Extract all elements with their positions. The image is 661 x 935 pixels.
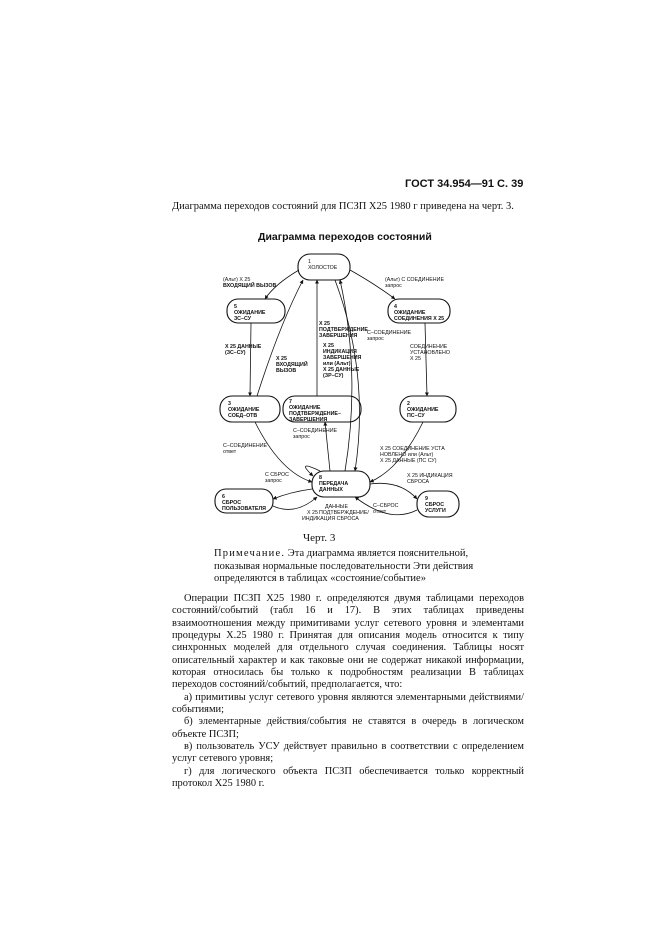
list-item: в) пользователь УСУ действует правильно в соответствии с определением услуг сетевого уровня; bbox=[172, 741, 524, 765]
svg-text:Х 25ИНДИКАЦИЯЗАВЕРШЕНИЯили (Ал: Х 25 ИНДИКАЦИЯ ЗАВЕРШЕНИЯ или (Альт) Х 25 ДАННЫЕ (ЗР–СУ) bbox=[323, 343, 362, 379]
svg-text:(Альт) Х 25ВХОДЯЩИЙ ВЫЗОВ: (Альт) Х 25 ВХОДЯЩИЙ ВЫЗОВ bbox=[223, 277, 277, 289]
svg-text:С–СОЕДИНЕНИЕзапрос: С–СОЕДИНЕНИЕ запрос bbox=[293, 428, 338, 440]
figure-caption: Черт. 3 bbox=[303, 532, 336, 544]
svg-text:1ХОЛОСТОЕ: 1 ХОЛОСТОЕ bbox=[308, 259, 338, 271]
svg-text:СОЕДИНЕНИЕУСТАНОВЛЕНОХ 25: СОЕДИНЕНИЕ УСТАНОВЛЕНО Х 25 bbox=[410, 344, 450, 362]
note-label: Примечание. bbox=[214, 548, 286, 559]
arrow-8-to-6 bbox=[273, 489, 312, 499]
state-transition-diagram bbox=[195, 244, 480, 524]
svg-text:8ПЕРЕДАЧАДАННЫХ: 8 ПЕРЕДАЧА ДАННЫХ bbox=[319, 475, 349, 493]
arrow-3-to-1 bbox=[257, 280, 303, 396]
body-paragraph: Операции ПСЗП Х25 1980 г. определяются двумя таблицами переходов состояний/событий (табл 16 и 17). В этих таблицах приведены взаимоотношения между примитивами услуг сетевого уровня и элементами процедуры Х.25 1980 г. Принятая для описания модель относится к типу синхронных моделей для отдельного случая соединения. Таблицы носят описательный характер и как таковые они не содержат никакой информации, которая относилась бы только к подробностям реализации В таблицах переходов состояний/событий, предполагается, что: bbox=[172, 593, 524, 691]
arrow-8-loop bbox=[305, 466, 320, 476]
diagram-title: Диаграмма переходов состояний bbox=[258, 231, 432, 243]
svg-text:2ОЖИДАНИЕПС–СУ: 2 ОЖИДАНИЕ ПС–СУ bbox=[407, 401, 439, 419]
svg-text:5ОЖИДАНИЕЗС–СУ: 5 ОЖИДАНИЕ ЗС–СУ bbox=[234, 304, 266, 322]
list-item: б) элементарные действия/события не ставятся в очередь в логическом объекте ПСЗП; bbox=[172, 716, 524, 740]
intro-paragraph: Диаграмма переходов состояний для ПСЗП Х25 1980 г приведена на черт. 3. bbox=[172, 201, 514, 212]
page-header: ГОСТ 34.954—91 С. 39 bbox=[405, 178, 524, 190]
note-text: Эта диаграмма является пояснительной, показывая нормальные последовательности Эти действия определяются в таблицах «состояние/событие» bbox=[214, 548, 474, 584]
svg-text:Х 25 СОЕДИНЕНИЕ УСТАНОВЛЕНО ил: Х 25 СОЕДИНЕНИЕ УСТА НОВЛЕНО или (Альт) Х 25 ДАННЫЕ (ПС СУ) bbox=[380, 446, 445, 464]
figure-note bbox=[214, 548, 504, 586]
svg-text:ДАННЫЕХ 25ПОДТВЕРЖДЕНИЕ/ИНДИКА: ДАННЫЕ Х 25ПОДТВЕРЖДЕНИЕ/ ИНДИКАЦИЯ СБРОСА bbox=[302, 504, 369, 522]
svg-text:3ОЖИДАНИЕСОЕД–ОТВ: 3 ОЖИДАНИЕ СОЕД–ОТВ bbox=[228, 401, 260, 419]
svg-text:С–СОЕДИНЕНИЕответ: С–СОЕДИНЕНИЕ ответ bbox=[223, 443, 268, 455]
svg-text:7ОЖИДАНИЕПОДТВЕРЖДЕНИЕ–ЗАВЕРШЕ: 7 ОЖИДАНИЕ ПОДТВЕРЖДЕНИЕ– ЗАВЕРШЕНИЯ bbox=[289, 399, 341, 423]
svg-text:С–СОЕДИНЕНИЕзапрос: С–СОЕДИНЕНИЕ запрос bbox=[367, 330, 412, 342]
svg-text:(Альт) С СОЕДИНЕНИЕзапрос: (Альт) С СОЕДИНЕНИЕ запрос bbox=[385, 277, 444, 289]
body-text bbox=[172, 593, 524, 791]
svg-text:4ОЖИДАНИЕСОЕДИНЕНИЯ Х 25: 4 ОЖИДАНИЕ СОЕДИНЕНИЯ Х 25 bbox=[394, 304, 445, 322]
svg-text:9СБРОСУСЛУГИ: 9 СБРОС УСЛУГИ bbox=[425, 496, 446, 514]
arrow-4-to-2 bbox=[425, 323, 427, 396]
arrow-8-to-9 bbox=[370, 483, 417, 499]
svg-text:Х 25ВХОДЯЩИЙВЫЗОВ: Х 25 ВХОДЯЩИЙ ВЫЗОВ bbox=[276, 356, 308, 374]
arrow-6-to-8 bbox=[273, 497, 317, 509]
svg-text:Х 25 ДАННЫЕ(ЗС–СУ): Х 25 ДАННЫЕ (ЗС–СУ) bbox=[225, 344, 262, 356]
svg-text:Х 25ПОДТВЕРЖДЕНИЕЗАВЕРШЕНИЯ: Х 25 ПОДТВЕРЖДЕНИЕ ЗАВЕРШЕНИЯ bbox=[319, 321, 368, 339]
list-item: г) для логического объекта ПСЗП обеспечивается только корректный протокол Х25 1980 г. bbox=[172, 765, 524, 790]
svg-text:Х 25 ИНДИКАЦИЯСБРОСА: Х 25 ИНДИКАЦИЯ СБРОСА bbox=[407, 473, 453, 485]
list-item: а) примитивы услуг сетевого уровня являются элементарными действиями/событиями; bbox=[172, 691, 524, 716]
arrow-5-to-3 bbox=[250, 323, 251, 396]
svg-text:С–СБРОСответ: С–СБРОС ответ bbox=[373, 503, 399, 515]
svg-text:С СБРОСзапрос: С СБРОС запрос bbox=[265, 472, 289, 484]
svg-text:6СБРОСПОЛЬЗОВАТЕЛЯ: 6 СБРОС ПОЛЬЗОВАТЕЛЯ bbox=[222, 494, 266, 512]
